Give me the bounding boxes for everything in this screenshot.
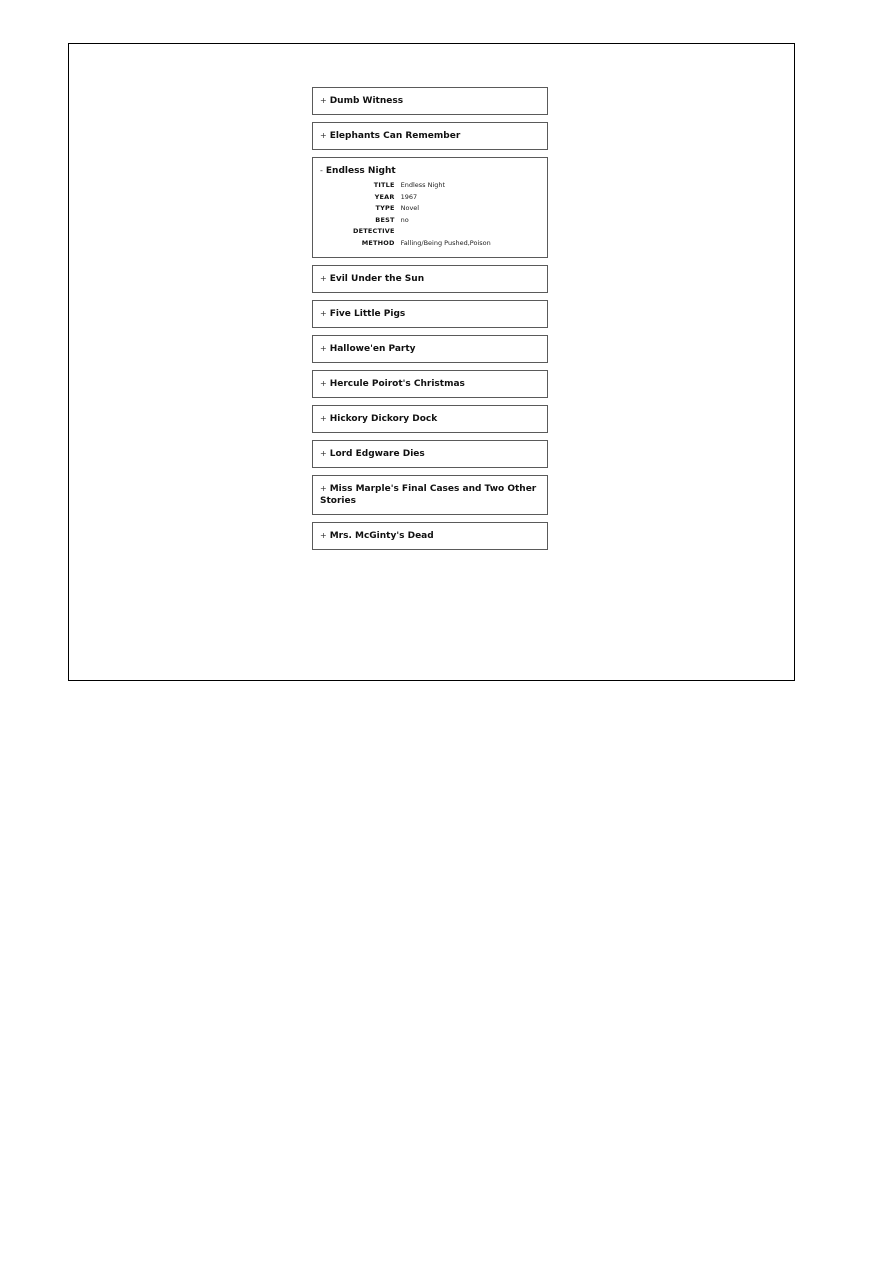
item-title: Mrs. McGinty's Dead (329, 531, 434, 541)
expand-toggle-icon[interactable]: + (320, 379, 327, 388)
item-title: Lord Edgware Dies (329, 449, 425, 459)
accordion-header[interactable] (313, 123, 547, 149)
expand-toggle-icon[interactable]: + (320, 484, 327, 493)
detail-key: METHOD (361, 238, 395, 247)
accordion-header[interactable] (313, 523, 547, 549)
item-title: Hercule Poirot's Christmas (329, 379, 465, 389)
item-title: Dumb Witness (329, 96, 404, 106)
detail-row-title (353, 180, 491, 192)
accordion-item-lord-edgware-dies[interactable] (312, 440, 548, 468)
item-title: Hickory Dickory Dock (329, 414, 438, 424)
detail-key: DETECTIVE (353, 227, 395, 235)
accordion-header[interactable] (313, 301, 547, 327)
accordion-item-halloween-party[interactable] (312, 335, 548, 363)
expand-toggle-icon[interactable]: + (320, 449, 327, 458)
detail-value: Endless Night (400, 181, 446, 189)
expand-toggle-icon[interactable]: + (320, 344, 327, 353)
detail-row-type (353, 203, 491, 215)
expand-toggle-icon[interactable]: + (320, 531, 327, 540)
book-accordion (312, 87, 548, 557)
detail-row-detective (353, 226, 491, 238)
accordion-item-endless-night[interactable] (312, 157, 548, 258)
detail-key: TYPE (375, 204, 395, 212)
item-title: Hallowe'en Party (329, 344, 416, 354)
detail-row-method (353, 238, 491, 250)
expand-toggle-icon[interactable]: + (320, 274, 327, 283)
detail-value: 1967 (400, 192, 418, 201)
item-title: Elephants Can Remember (329, 131, 461, 141)
expand-toggle-icon[interactable]: + (320, 96, 327, 105)
accordion-item-evil-under-the-sun[interactable] (312, 265, 548, 293)
accordion-header[interactable] (313, 441, 547, 467)
accordion-header[interactable] (313, 158, 547, 180)
accordion-header[interactable] (313, 266, 547, 292)
accordion-header[interactable] (313, 88, 547, 114)
item-details (353, 180, 491, 249)
accordion-item-mrs-mcgintys-dead[interactable] (312, 522, 548, 550)
item-title: Endless Night (325, 166, 396, 176)
expand-toggle-icon[interactable]: + (320, 131, 327, 140)
accordion-header[interactable] (313, 336, 547, 362)
accordion-header[interactable] (313, 476, 547, 514)
collapse-toggle-icon[interactable]: - (320, 166, 323, 175)
accordion-item-miss-marples-final-cases[interactable] (312, 475, 548, 515)
detail-value: Novel (400, 204, 420, 212)
detail-value: no (400, 215, 409, 224)
detail-key: TITLE (373, 181, 395, 189)
detail-row-year (353, 192, 491, 204)
item-title: Five Little Pigs (329, 309, 406, 319)
page-frame (68, 43, 795, 681)
expand-toggle-icon[interactable]: + (320, 309, 327, 318)
accordion-item-hickory-dickory-dock[interactable] (312, 405, 548, 433)
detail-key: BEST (375, 215, 395, 224)
item-title: Evil Under the Sun (329, 274, 425, 284)
accordion-item-hercule-poirots-christmas[interactable] (312, 370, 548, 398)
detail-row-best (353, 215, 491, 227)
detail-value (401, 226, 491, 238)
accordion-item-dumb-witness[interactable] (312, 87, 548, 115)
accordion-header[interactable] (313, 371, 547, 397)
item-title: Miss Marple's Final Cases and Two Other Stories (320, 484, 537, 506)
accordion-item-elephants-can-remember[interactable] (312, 122, 548, 150)
detail-value: Falling/Being Pushed,Poison (400, 238, 491, 247)
accordion-item-five-little-pigs[interactable] (312, 300, 548, 328)
accordion-header[interactable] (313, 406, 547, 432)
expand-toggle-icon[interactable]: + (320, 414, 327, 423)
detail-key: YEAR (374, 192, 395, 201)
